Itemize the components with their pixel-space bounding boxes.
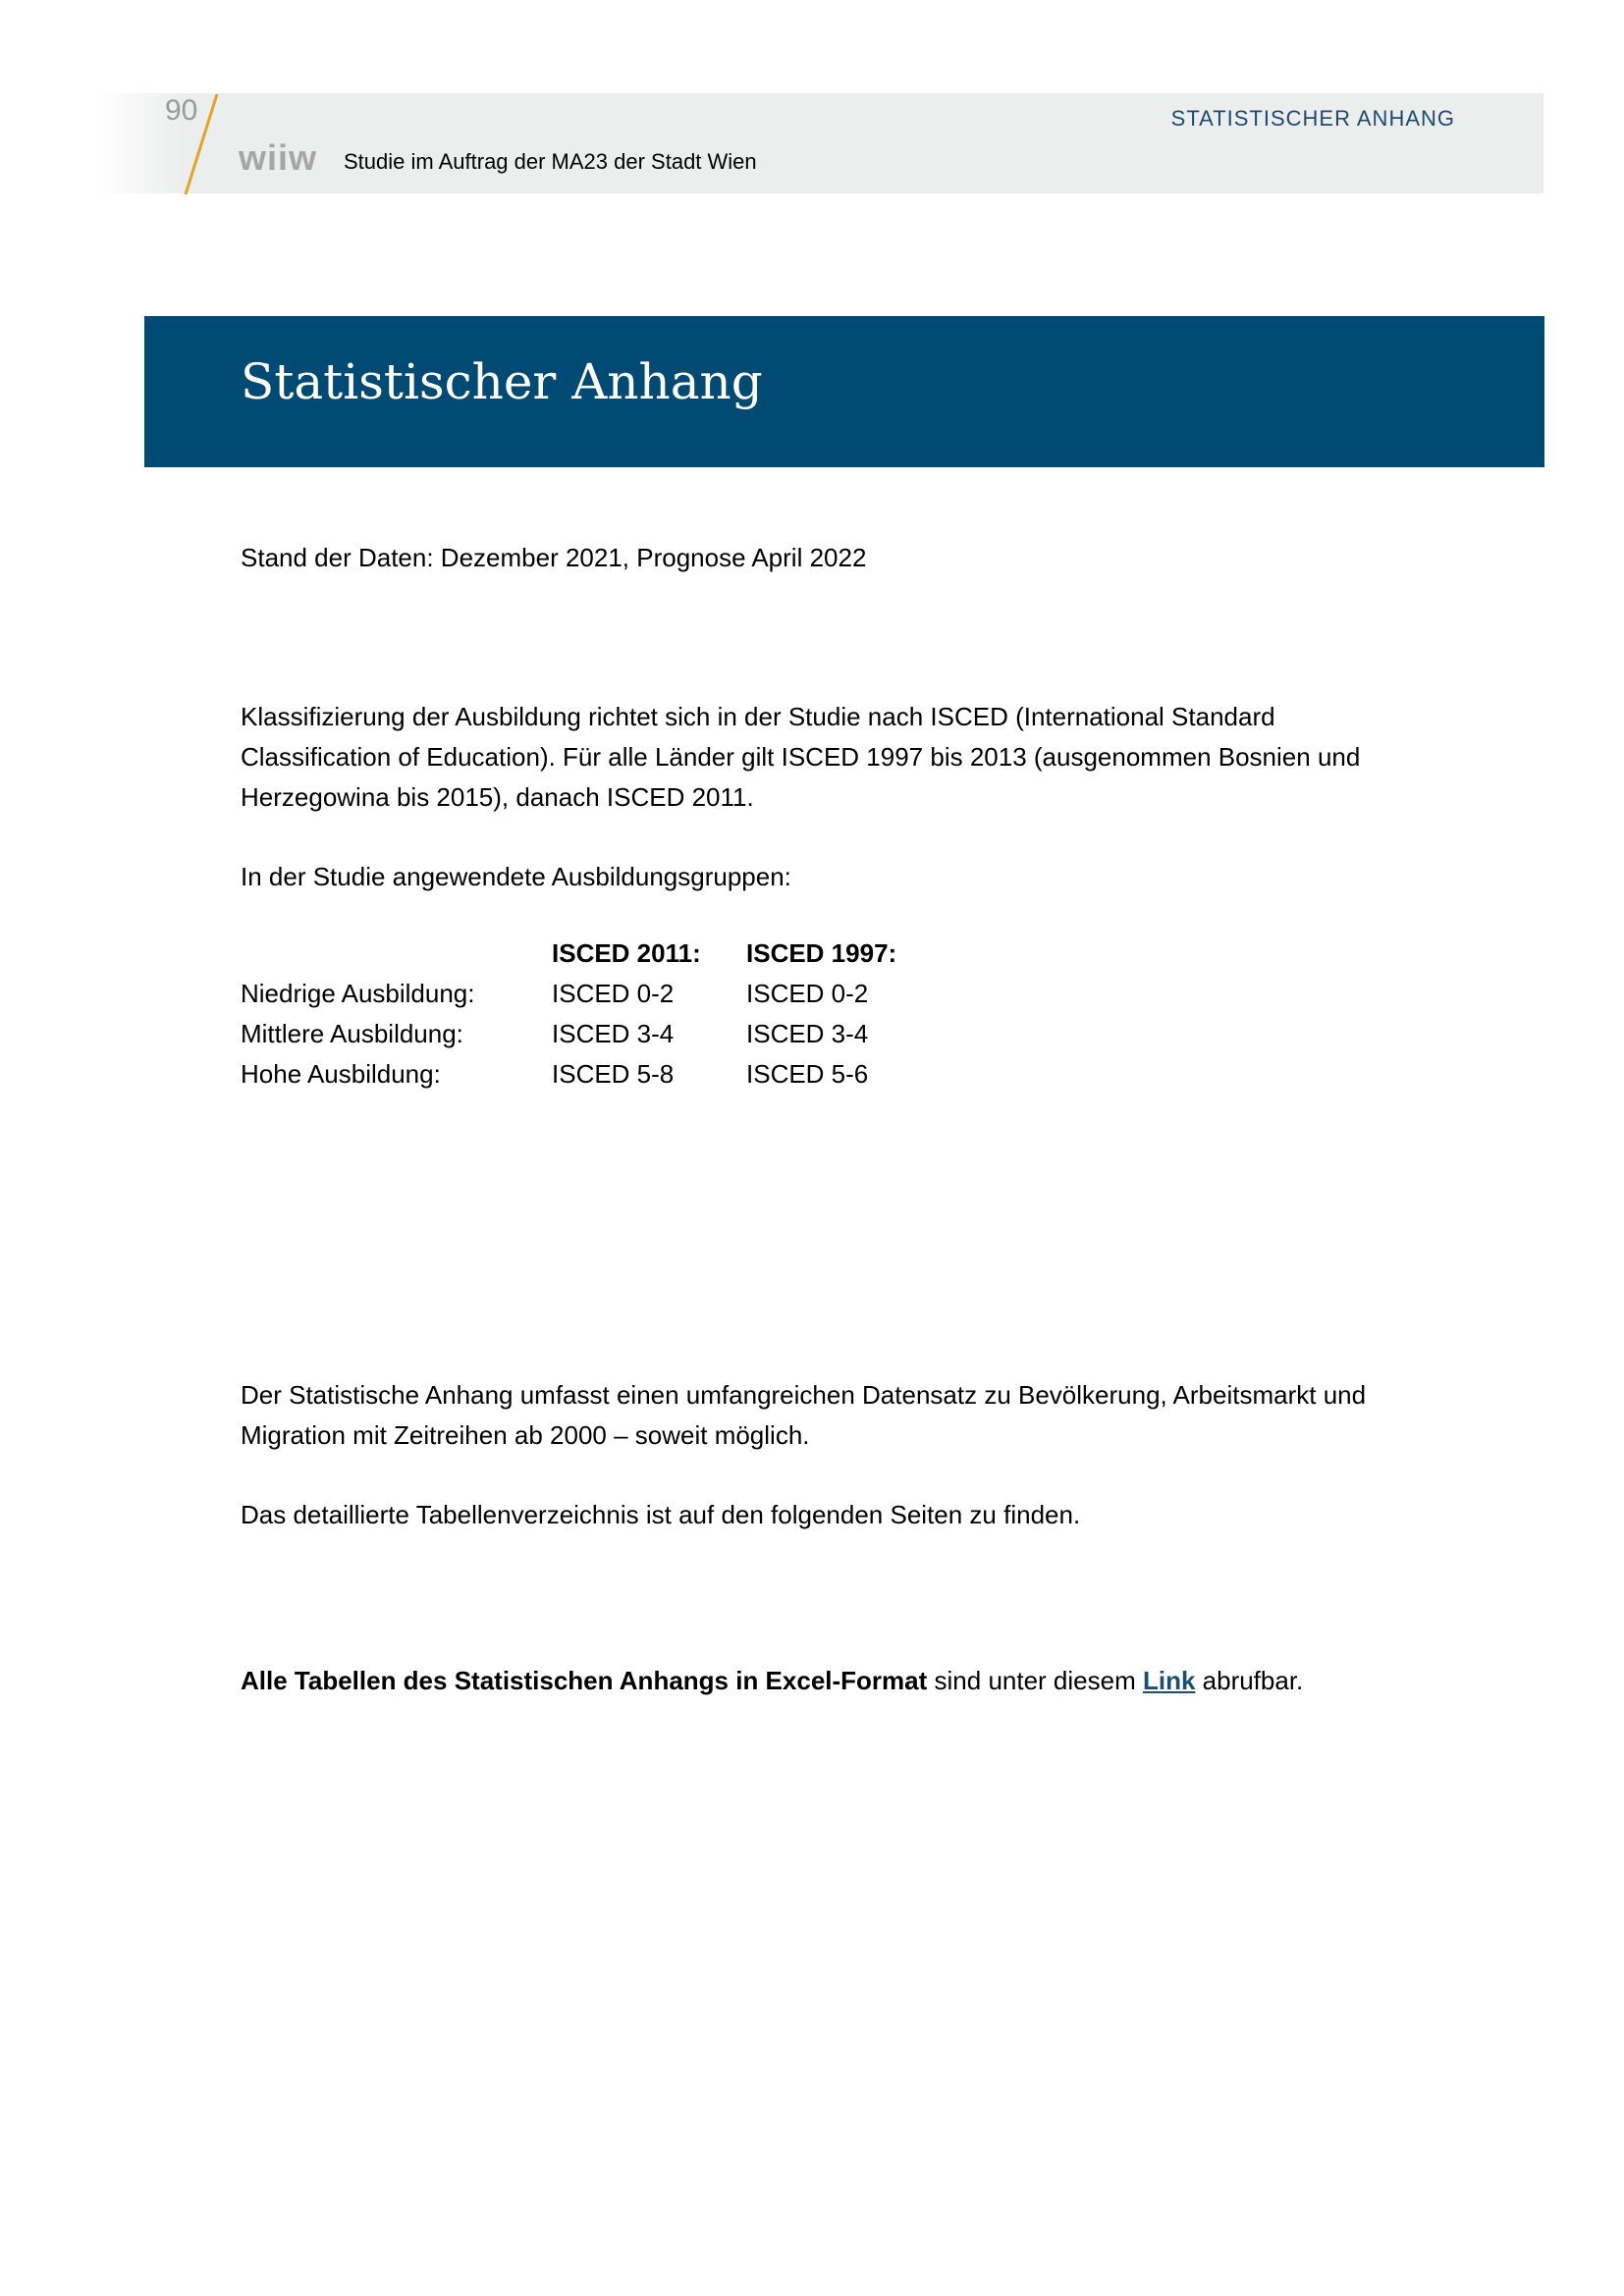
table-header-cell [241,934,552,974]
accent-line [183,94,222,194]
excel-link[interactable]: Link [1142,1666,1196,1695]
classification-paragraph: Klassifizierung der Ausbildung richtet sich in der Studie nach ISCED (International Standard Classification of Education). Für alle Länder gilt ISCED 1997 bis 2013 (ausgenommen Bosnien und Herzegowina bis 2015), danach ISCED 2011. [241,702,1361,812]
excel-mid-text: sind unter diesem [927,1666,1143,1695]
table-cell: Mittlere Ausbildung: [241,1019,463,1048]
table-row [241,1054,943,1095]
page-number: 90 [165,94,198,127]
excel-bold-text: Alle Tabellen des Statistischen Anhangs in Excel-Format [241,1666,928,1695]
table-cell: Niedrige Ausbildung: [241,979,475,1008]
table-row [241,1014,943,1054]
table-cell: ISCED 3-4 [552,1019,675,1048]
table-header-cell: ISCED 1997: [746,938,897,968]
table-index-note: Das detaillierte Tabellenverzeichnis ist auf den folgenden Seiten zu finden. [241,1500,1081,1529]
header-section-title: STATISTISCHER ANHANG [1170,106,1455,131]
education-groups-table [241,934,943,1095]
table-cell: ISCED 0-2 [746,979,869,1008]
table-cell: ISCED 0-2 [552,979,675,1008]
wiiw-logo: wiiw [239,137,318,178]
table-cell: ISCED 5-6 [746,1059,869,1089]
table-row [241,974,943,1014]
table-cell: Hohe Ausbildung: [241,1059,441,1089]
table-header-cell: ISCED 2011: [552,938,701,968]
table-cell: ISCED 5-8 [552,1059,675,1089]
excel-end-text: abrufbar. [1195,1666,1304,1695]
excel-availability-text [241,1661,1419,1701]
dataset-description: Der Statistische Anhang umfasst einen umfangreichen Datensatz zu Bevölkerung, Arbeitsmarkt und Migration mit Zeitreihen ab 2000 – soweit möglich. [241,1380,1367,1450]
table-cell: ISCED 3-4 [746,1019,869,1048]
table-header-row [241,934,943,974]
groups-intro: In der Studie angewendete Ausbildungsgruppen: [241,862,791,891]
header-subtitle: Studie im Auftrag der MA23 der Stadt Wien [344,149,757,174]
page-title: Statistischer Anhang [241,353,763,410]
data-status-text: Stand der Daten: Dezember 2021, Prognose April 2022 [241,543,867,572]
title-banner [144,316,1544,467]
